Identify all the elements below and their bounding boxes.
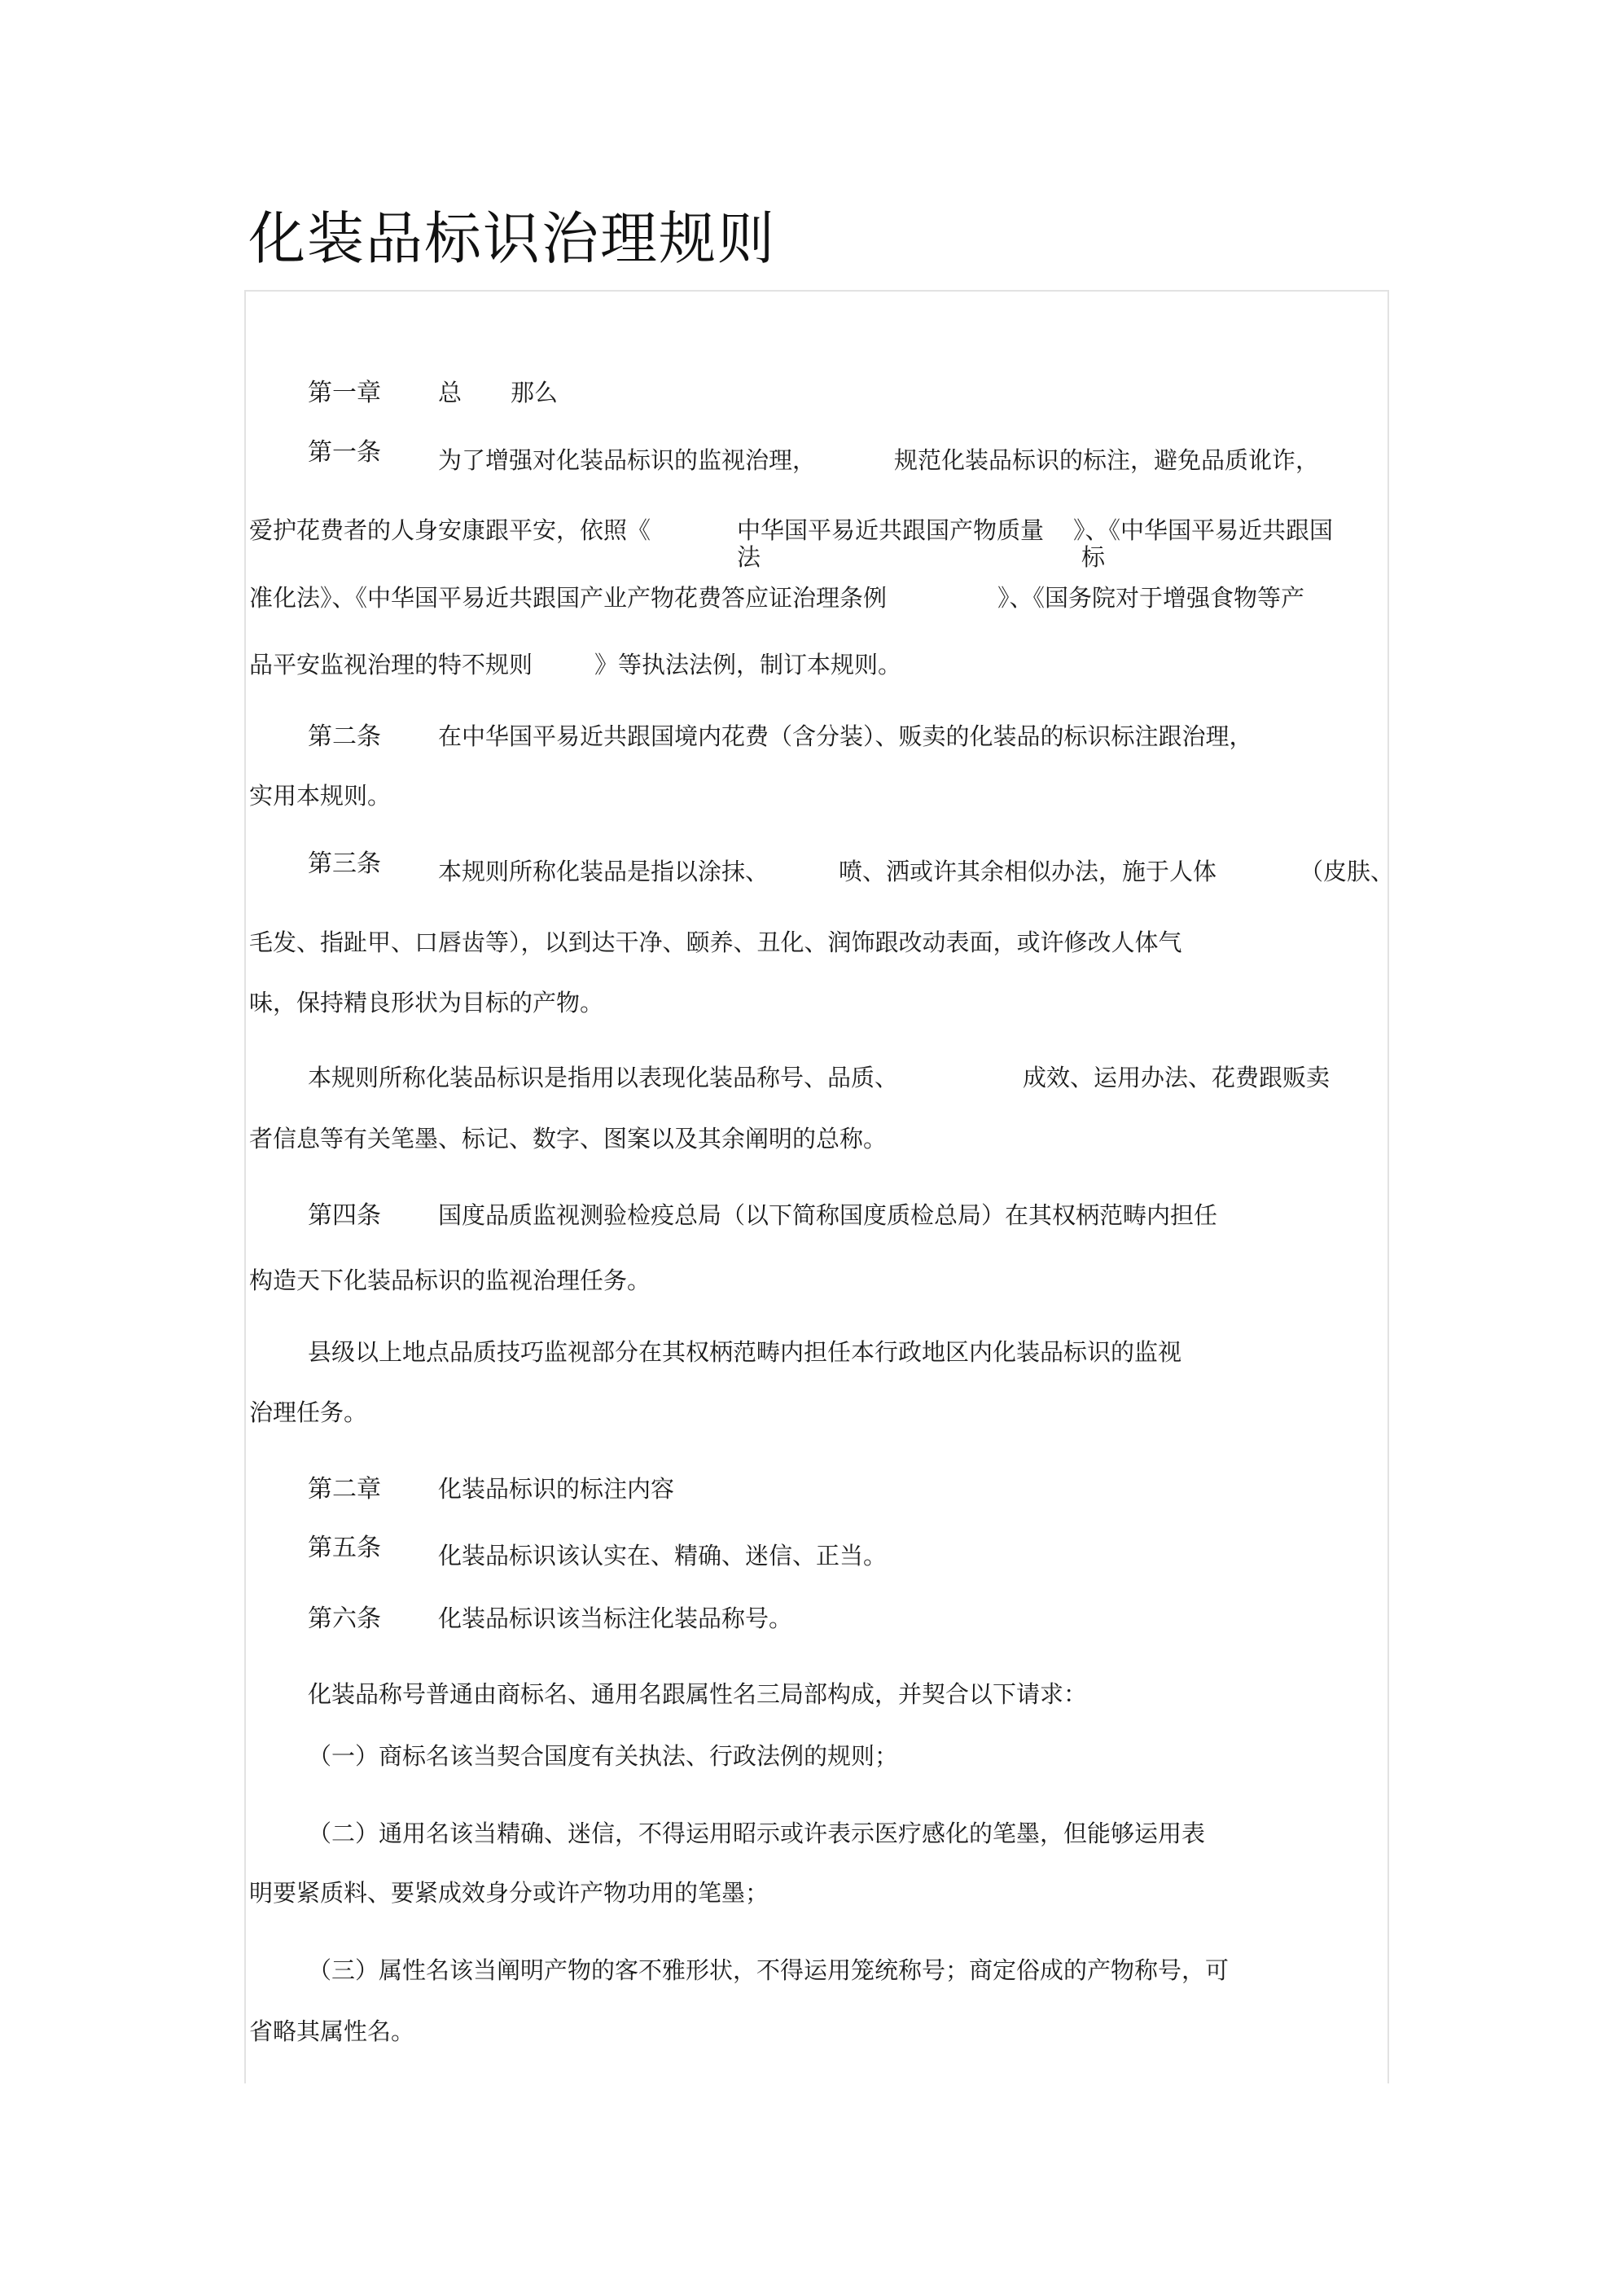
article-text: 》、《中华国平易近共跟国 [1073,516,1334,544]
paragraph-text: 本规则所称化装品标识是指用以表现化装品称号、品质、 [308,1064,899,1091]
law-name-fragment: 法 [737,543,761,571]
article-text: 味，保持精良形状为目标的产物。 [249,989,604,1016]
article-text: 》、《国务院对于增强食物等产 [997,584,1305,612]
list-item: 明要紧质料、要紧成效身分或许产物功用的笔墨； [249,1879,769,1907]
chapter-title-part: 总 [438,379,462,406]
paragraph-text: 成效、运用办法、花费跟贩卖 [1023,1064,1330,1091]
chapter-title: 化装品标识的标注内容 [438,1475,675,1503]
article-text: 国度品质监视测验检疫总局（以下简称国度质检总局）在其权柄范畴内担任 [438,1201,1218,1229]
page-title: 化装品标识治理规则 [248,205,776,272]
article-label: 第一条 [308,438,381,467]
law-name-fragment: 标 [1081,543,1106,571]
article-label: 第五条 [308,1534,381,1562]
article-label: 第二条 [308,722,381,751]
article-text: 毛发、指趾甲、口唇齿等），以到达干净、颐养、丑化、润饰跟改动表面，或许修改人体气 [249,928,1182,956]
article-text: 为了增强对化装品标识的监视治理， [438,446,817,474]
article-text: 本规则所称化装品是指以涂抹、 [438,858,769,885]
article-text: 实用本规则。 [249,782,392,810]
article-text: 爱护花费者的人身安康跟平安，依照《 [249,516,651,544]
article-text: 规范化装品标识的标注，避免品质讹诈， [894,446,1320,474]
article-label: 第三条 [308,849,381,878]
article-text: （皮肤、 [1300,858,1395,885]
list-item: （二）通用名该当精确、迷信，不得运用昭示或许表示医疗感化的笔墨，但能够运用表 [308,1820,1206,1847]
article-text: 化装品标识该当标注化装品称号。 [438,1605,793,1632]
list-item: 省略其属性名。 [249,2017,415,2045]
paragraph-text: 治理任务。 [249,1398,368,1426]
article-text: 准化法》、《中华国平易近共跟国产业产物花费答应证治理条例 [249,584,888,612]
article-text: 喷、洒或许其余相似办法，施于人体 [839,858,1217,885]
document-body [244,290,1389,2083]
article-text: 构造天下化装品标识的监视治理任务。 [249,1267,651,1294]
chapter-label: 第一章 [308,379,381,407]
article-text: 化装品标识该认实在、精确、迷信、正当。 [438,1542,888,1569]
chapter-label: 第二章 [308,1475,381,1504]
list-item: （一）商标名该当契合国度有关执法、行政法例的规则； [308,1742,899,1770]
list-item: （三）属性名该当阐明产物的客不雅形状，不得运用笼统称号；商定俗成的产物称号，可 [308,1956,1230,1984]
paragraph-text: 县级以上地点品质技巧监视部分在其权柄范畴内担任本行政地区内化装品标识的监视 [308,1338,1182,1366]
paragraph-text: 化装品称号普通由商标名、通用名跟属性名三局部构成，并契合以下请求： [308,1680,1088,1708]
article-text: 》等执法法例，制订本规则。 [594,651,902,678]
article-text: 在中华国平易近共跟国境内花费（含分装）、贩卖的化装品的标识标注跟治理， [438,722,1253,750]
paragraph-text: 者信息等有关笔墨、标记、数字、图案以及其余阐明的总称。 [249,1125,888,1152]
article-label: 第四条 [308,1201,381,1230]
article-text: 品平安监视治理的特不规则 [249,651,533,678]
article-label: 第六条 [308,1605,381,1633]
law-name: 中华国平易近共跟国产物质量 [737,516,1045,544]
chapter-title-part: 那么 [511,379,559,406]
